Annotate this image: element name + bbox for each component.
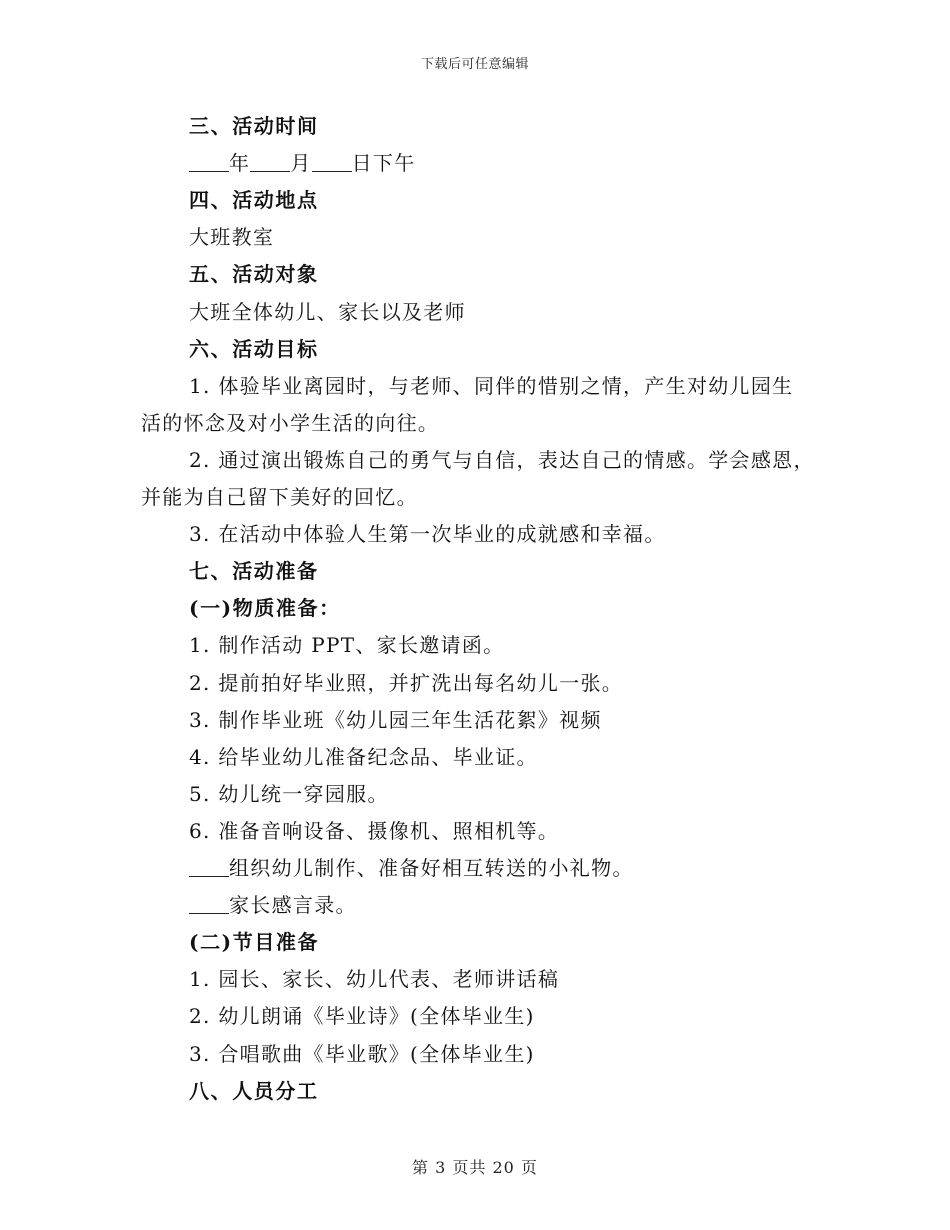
body-line xyxy=(189,669,623,697)
line-text: 5. 幼儿统一穿园服。 xyxy=(189,781,389,806)
body-line xyxy=(189,372,793,400)
line-text: 1. 体验毕业离园时，与老师、同伴的惜别之情，产生对幼儿园生 xyxy=(189,373,794,398)
body-line xyxy=(189,520,666,548)
line-text: 2. 幼儿朗诵《毕业诗》(全体毕业生) xyxy=(189,1004,535,1029)
body-line xyxy=(189,780,389,808)
line-text: 3. 合唱歌曲《毕业歌》(全体毕业生) xyxy=(189,1041,535,1066)
fill-in-blank xyxy=(250,151,290,172)
page-footer: 第 3 页共 20 页 xyxy=(412,1158,538,1177)
line-text: 组织幼儿制作、准备好相互转送的小礼物。 xyxy=(229,856,634,880)
line-text: 活的怀念及对小学生活的向往。 xyxy=(141,410,440,435)
line-text: 五、活动对象 xyxy=(189,262,319,287)
page-header: 下载后可任意编辑 xyxy=(420,57,529,72)
line-text: 七、活动准备 xyxy=(189,559,319,584)
section-heading xyxy=(189,928,319,956)
line-text: 3. 制作毕业班《幼儿园三年生活花絮》视频 xyxy=(189,707,602,732)
body-line xyxy=(189,298,466,326)
line-text: 六、活动目标 xyxy=(189,336,319,361)
section-heading xyxy=(189,594,341,622)
line-text: 2. 提前拍好毕业照，并扩洗出每名幼儿一张。 xyxy=(189,670,624,695)
line-text: 6. 准备音响设备、摄像机、照相机等。 xyxy=(189,818,560,843)
date-unit: 日下午 xyxy=(351,151,416,176)
section-heading xyxy=(189,1077,319,1105)
line-text: 1. 园长、家长、幼儿代表、老师讲话稿 xyxy=(189,967,560,992)
body-line xyxy=(141,483,418,511)
line-text: 大班全体幼儿、家长以及老师 xyxy=(189,299,466,324)
line-text: 大班教室 xyxy=(189,225,275,250)
body-line xyxy=(189,1040,535,1068)
section-heading xyxy=(189,112,319,140)
line-text: (一)物质准备： xyxy=(189,596,341,621)
body-line xyxy=(189,743,538,771)
line-text: 八、人员分工 xyxy=(189,1078,319,1103)
body-line xyxy=(141,409,439,437)
section-heading xyxy=(189,335,319,363)
line-text: 家长感言录。 xyxy=(229,893,357,918)
fill-in-blank xyxy=(312,151,352,172)
line-text: 2. 通过演出锻炼自己的勇气与自信，表达自己的情感。学会感恩， xyxy=(189,447,815,472)
date-unit: 月 xyxy=(290,151,312,176)
body-line xyxy=(189,965,559,993)
line-text: 4. 给毕业幼儿准备纪念品、毕业证。 xyxy=(189,744,538,769)
body-line xyxy=(189,223,274,251)
body-line xyxy=(189,706,602,734)
date-blank-line xyxy=(189,149,416,177)
body-line xyxy=(189,446,815,474)
body-line xyxy=(189,891,357,919)
fill-in-blank xyxy=(189,856,229,877)
line-text: 1. 制作活动 PPT、家长邀请函。 xyxy=(189,633,505,658)
fill-in-blank xyxy=(189,893,229,914)
body-line xyxy=(189,854,634,882)
section-heading xyxy=(189,186,319,214)
body-line xyxy=(189,817,559,845)
section-heading xyxy=(189,260,319,288)
date-unit: 年 xyxy=(229,151,251,176)
line-text: 3. 在活动中体验人生第一次毕业的成就感和幸福。 xyxy=(189,522,666,547)
section-heading xyxy=(189,557,319,585)
body-line xyxy=(189,1002,535,1030)
line-text: 四、活动地点 xyxy=(189,188,319,213)
line-text: 三、活动时间 xyxy=(189,114,319,138)
body-line xyxy=(189,631,504,659)
fill-in-blank xyxy=(189,151,229,172)
line-text: 并能为自己留下美好的回忆。 xyxy=(141,485,418,509)
line-text: (二)节目准备 xyxy=(189,930,320,955)
